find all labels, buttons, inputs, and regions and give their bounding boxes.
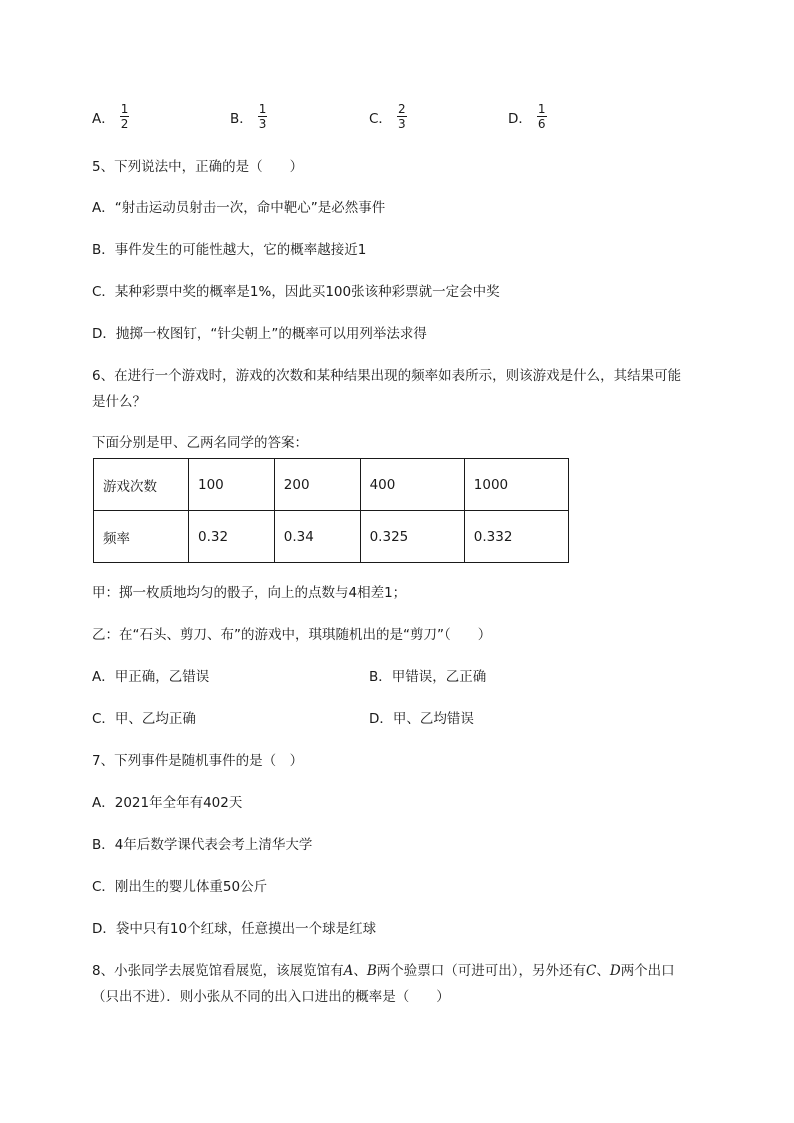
option-letter: A．	[92, 110, 115, 127]
table-cell: 0.32	[189, 511, 275, 563]
q7-option-c: C．刚出生的婴儿体重50公斤	[92, 879, 268, 895]
table-cell: 1000	[464, 459, 568, 511]
option-letter: C．	[369, 110, 392, 127]
q5-option-a: A．“射击运动员射击一次，命中靶心”是必然事件	[92, 200, 386, 216]
fraction	[258, 102, 268, 131]
q6-option-a: A．甲正确，乙错误	[92, 669, 210, 685]
q8-stem-line1	[92, 961, 675, 981]
q6-option-c: C．甲、乙均正确	[92, 711, 196, 727]
q7-stem: 7、下列事件是随机事件的是（ ）	[92, 753, 304, 769]
fraction	[397, 102, 407, 131]
numerator: 1	[537, 102, 546, 116]
q8-variable-a: A	[343, 963, 354, 979]
option-a	[92, 102, 129, 131]
denominator: 2	[120, 117, 129, 131]
denominator: 3	[258, 117, 267, 131]
q6-stem-line1: 6、在进行一个游戏时，游戏的次数和某种结果出现的频率如表所示，则该游戏是什么，其结果可能	[92, 368, 682, 384]
fraction	[537, 102, 547, 131]
q8-text: 两个验票口（可进可出），另外还有	[376, 963, 587, 979]
option-letter: D．	[508, 110, 532, 127]
q5-stem: 5、下列说法中，正确的是（ ）	[92, 159, 304, 175]
table-cell: 游戏次数	[94, 459, 189, 511]
q6-yi-answer: 乙：在“石头、剪刀、布”的游戏中，琪琪随机出的是“剪刀”（ ）	[92, 627, 492, 643]
q7-option-a: A．2021年全年有402天	[92, 795, 243, 811]
option-c	[369, 102, 407, 131]
numerator: 2	[397, 102, 406, 116]
q8-variable-d: D	[609, 963, 621, 979]
frequency-table	[93, 458, 569, 563]
table-cell: 频率	[94, 511, 189, 563]
q8-variable-c: C	[586, 963, 597, 979]
table-cell: 0.325	[360, 511, 464, 563]
numerator: 1	[120, 102, 129, 116]
q6-stem-line2: 是什么？	[92, 394, 146, 410]
table-cell: 100	[189, 459, 275, 511]
fraction	[120, 102, 130, 131]
q8-text: 、	[353, 963, 367, 979]
denominator: 3	[397, 117, 406, 131]
option-b	[230, 102, 267, 131]
table-cell: 400	[360, 459, 464, 511]
table-cell: 0.332	[464, 511, 568, 563]
q7-option-d: D．袋中只有10个红球，任意摸出一个球是红球	[92, 921, 377, 937]
q5-option-d: D．抛掷一枚图钉，“针尖朝上”的概率可以用列举法求得	[92, 326, 427, 342]
q7-option-b: B．4年后数学课代表会考上清华大学	[92, 837, 313, 853]
table-row	[94, 459, 569, 511]
denominator: 6	[537, 117, 546, 131]
q6-intro: 下面分别是甲、乙两名同学的答案：	[92, 435, 308, 451]
q8-stem-line2: （只出不进）．则小张从不同的出入口进出的概率是（ ）	[92, 989, 450, 1005]
q8-text: 、	[596, 963, 610, 979]
q8-text: 8、小张同学去展览馆看展览，该展览馆有	[92, 963, 344, 979]
table-cell: 200	[274, 459, 360, 511]
q6-option-d: D．甲、乙均错误	[369, 711, 474, 727]
q8-variable-b: B	[366, 963, 377, 979]
q8-text: 两个出口	[620, 963, 675, 979]
q6-jia-answer: 甲：掷一枚质地均匀的骰子，向上的点数与4相差1；	[92, 585, 407, 601]
table-row	[94, 511, 569, 563]
option-d	[508, 102, 547, 131]
q6-option-b: B．甲错误，乙正确	[369, 669, 487, 685]
q5-option-c: C．某种彩票中奖的概率是1%，因此买100张该种彩票就一定会中奖	[92, 284, 500, 300]
option-letter: B．	[230, 110, 253, 127]
numerator: 1	[258, 102, 267, 116]
table-cell: 0.34	[274, 511, 360, 563]
q5-option-b: B．事件发生的可能性越大，它的概率越接近1	[92, 242, 367, 258]
